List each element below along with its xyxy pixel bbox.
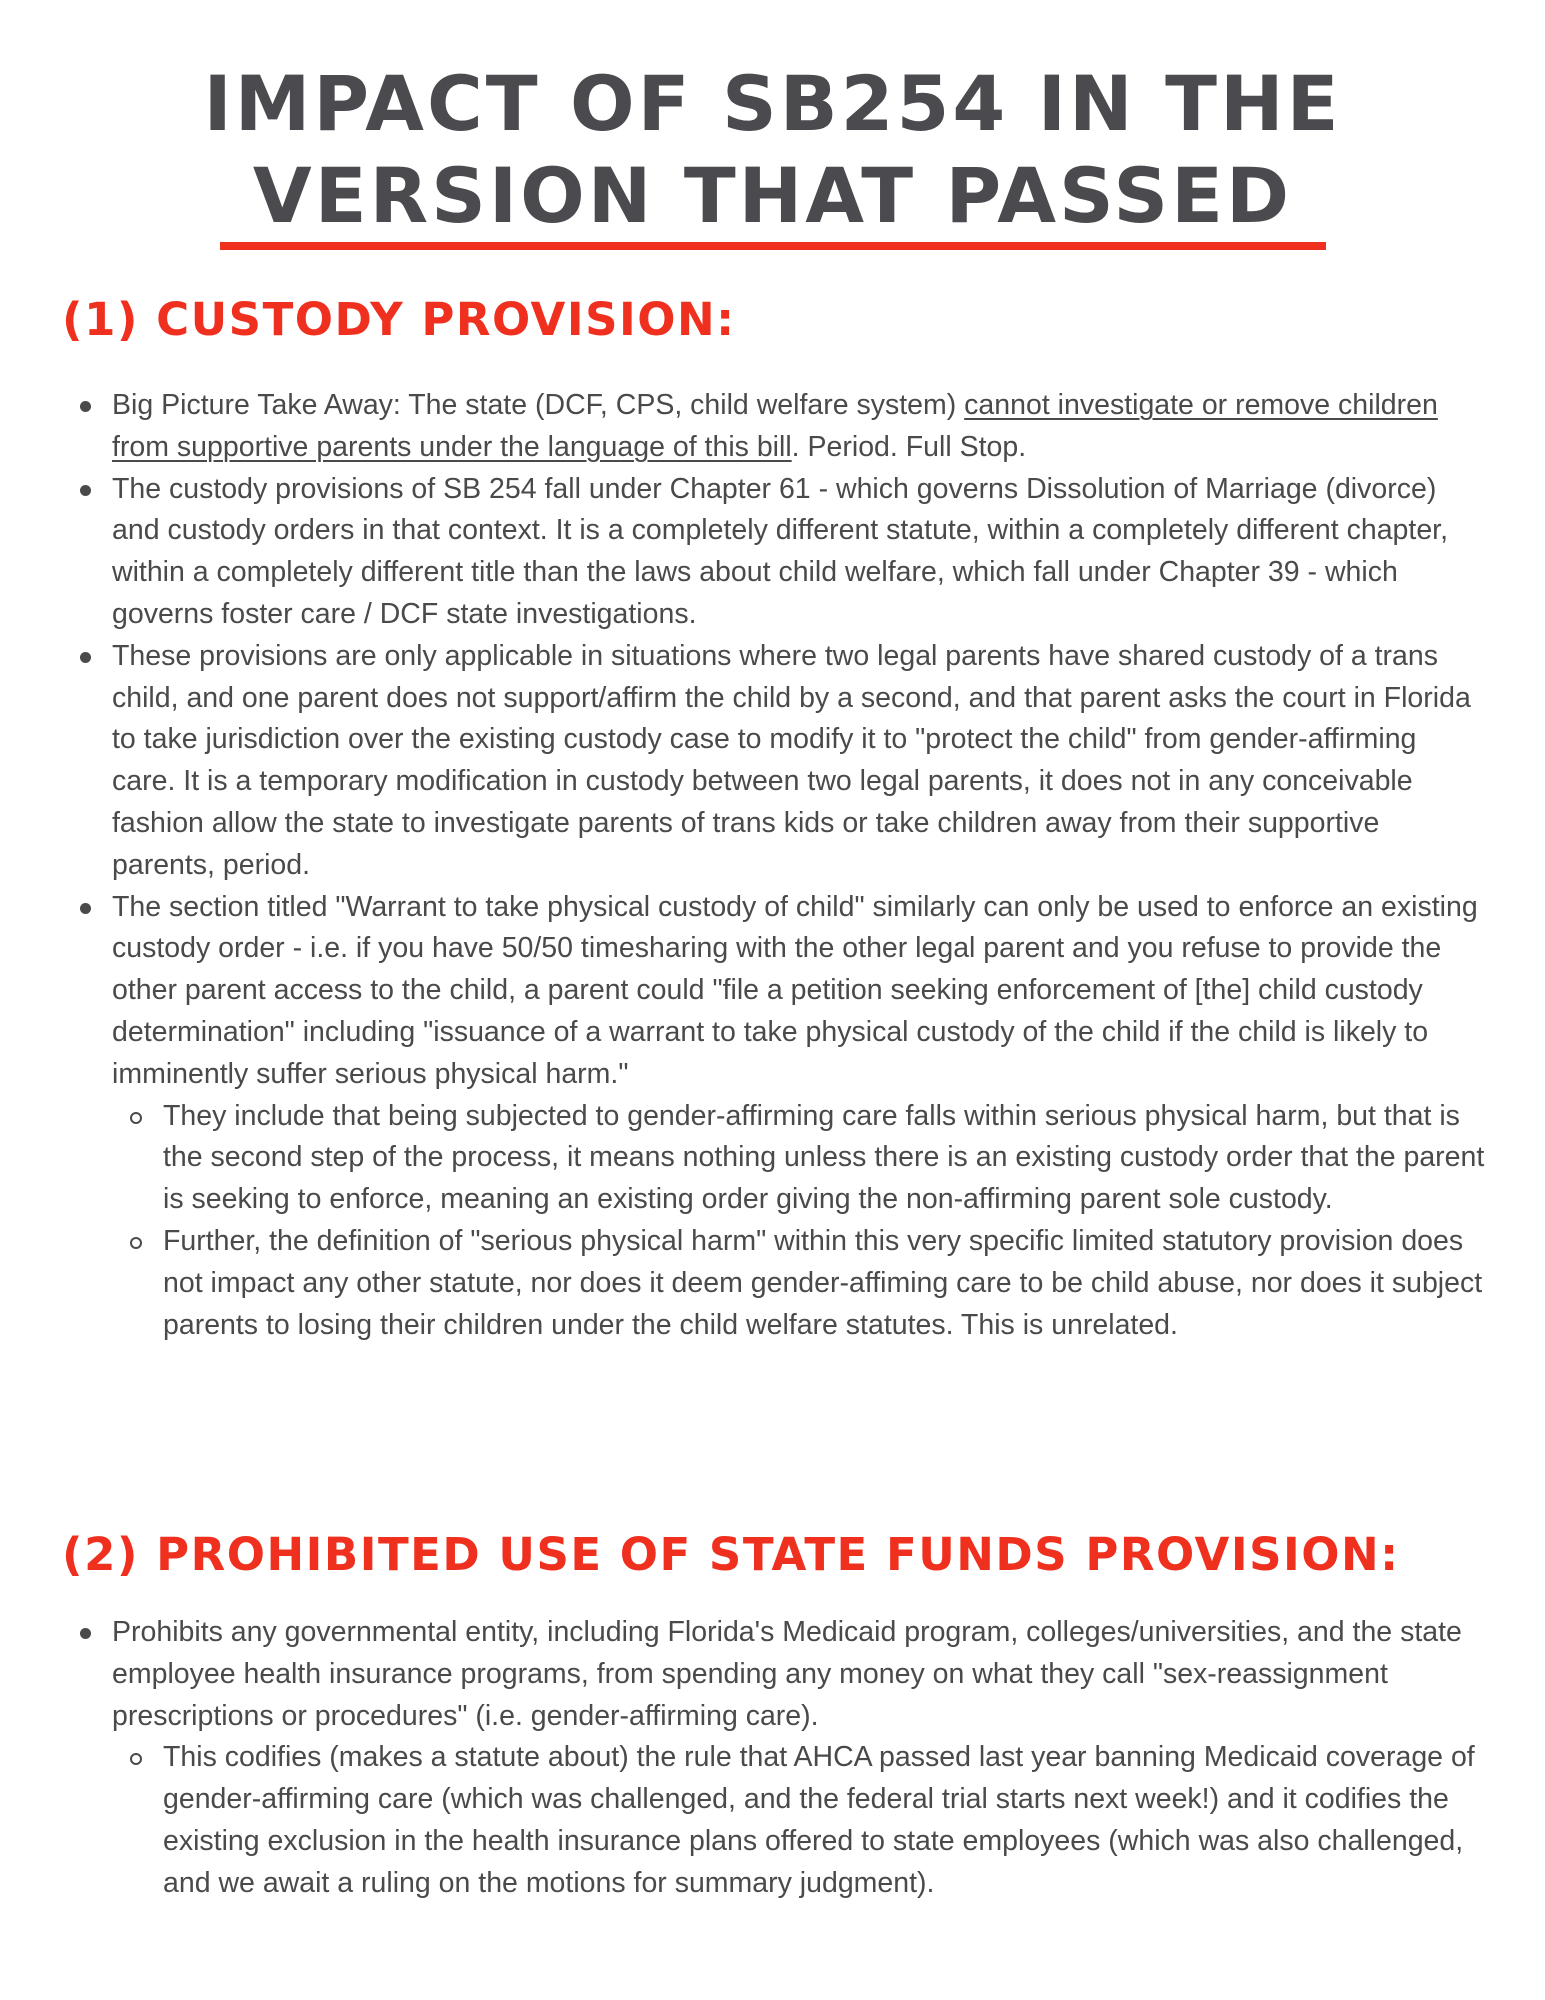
bullet-icon (80, 401, 91, 412)
title-line-2: VERSION THAT PASSED (252, 151, 1293, 240)
bullet-text: The section titled "Warrant to take physical custody of child" similarly can only be used to enforce an existing custody order - i.e. if you have 50/50 timesharing with the other legal parent and you refuse to provide the other parent access to the child, a parent could "file a petition seeking enforcement of [the] child custody determination" including "issuance of a warrant to take physical custody of the child if the child is likely to imminently suffer serious physical harm." (112, 890, 1478, 1090)
hollow-bullet-icon (130, 1753, 142, 1765)
section-heading-custody: (1) CUSTODY PROVISION: (62, 293, 736, 346)
title-line-1: IMPACT OF SB254 IN THE (203, 59, 1342, 148)
bullet-trail-text: . Period. Full Stop. (791, 430, 1027, 463)
section-heading-state-funds: (2) PROHIBITED USE OF STATE FUNDS PROVISION: (62, 1528, 1400, 1581)
bullet-lead-text: Big Picture Take Away: The state (DCF, CPS, child welfare system) (112, 389, 965, 421)
custody-bullet-list (0, 385, 1545, 1346)
hollow-bullet-icon (130, 1237, 142, 1249)
list-item (0, 469, 1545, 636)
bullet-text: Prohibits any governmental entity, including Florida's Medicaid program, colleges/universities, and the state employee health insurance programs, from spending any money on what they call "sex-reassignment prescriptions or procedures" (i.e. gender-affirming care). (112, 1616, 1462, 1732)
title-underline-divider (220, 242, 1326, 250)
hollow-bullet-icon (130, 1112, 142, 1124)
sub-bullet-text: Further, the definition of "serious physical harm" within this very specific limited statutory provision does not impact any other statute, nor does it deem gender-affiming care to be child abuse, nor does it subject parents to losing their children under the child welfare statutes. This is unrelated. (163, 1224, 1483, 1341)
list-item (0, 1612, 1545, 1737)
list-item (0, 887, 1545, 1096)
page-title (0, 58, 1545, 242)
sub-bullet-text: This codifies (makes a statute about) the rule that AHCA passed last year banning Medicaid coverage of gender-affirming care (which was challenged, and the federal trial starts next week!) and it codifies the existing exclusion in the health insurance plans offered to state employees (which was also challenged, and we await a ruling on the motions for summary judgment). (163, 1741, 1475, 1899)
bullet-icon (80, 903, 91, 914)
bullet-icon (80, 485, 91, 496)
bullet-icon (80, 1628, 91, 1639)
bullet-text: These provisions are only applicable in situations where two legal parents have shared custody of a trans child, and one parent does not support/affirm the child by a second, and that parent asks the court in Florida to take jurisdiction over the existing custody case to modify it to "protect the child" from gender-affirming care. It is a temporary modification in custody between two legal parents, it does not in any conceivable fashion allow the state to investigate parents of trans kids or take children away from their supportive parents, period. (112, 639, 1471, 881)
bullet-text: The custody provisions of SB 254 fall under Chapter 61 - which governs Dissolution of Marriage (divorce) and custody orders in that context. It is a completely different statute, within a completely different chapter, within a completely different title than the laws about child welfare, which fall under Chapter 39 - which governs foster care / DCF state investigations. (112, 472, 1449, 630)
list-item (0, 636, 1545, 887)
bullet-icon (80, 652, 91, 663)
sub-list-item (0, 1221, 1545, 1346)
sub-list-item (0, 1737, 1545, 1904)
sub-list-item (0, 1096, 1545, 1221)
underlined-emphasis-text: cannot investigate or remove children from supportive parents under the language of this bill (112, 389, 1438, 463)
state-funds-bullet-list (0, 1612, 1545, 1905)
list-item (0, 385, 1545, 469)
sub-bullet-text: They include that being subjected to gender-affirming care falls within serious physical harm, but that is the second step of the process, it means nothing unless there is an existing custody order that the parent is seeking to enforce, meaning an existing order giving the non-affirming parent sole custody. (163, 1099, 1485, 1216)
